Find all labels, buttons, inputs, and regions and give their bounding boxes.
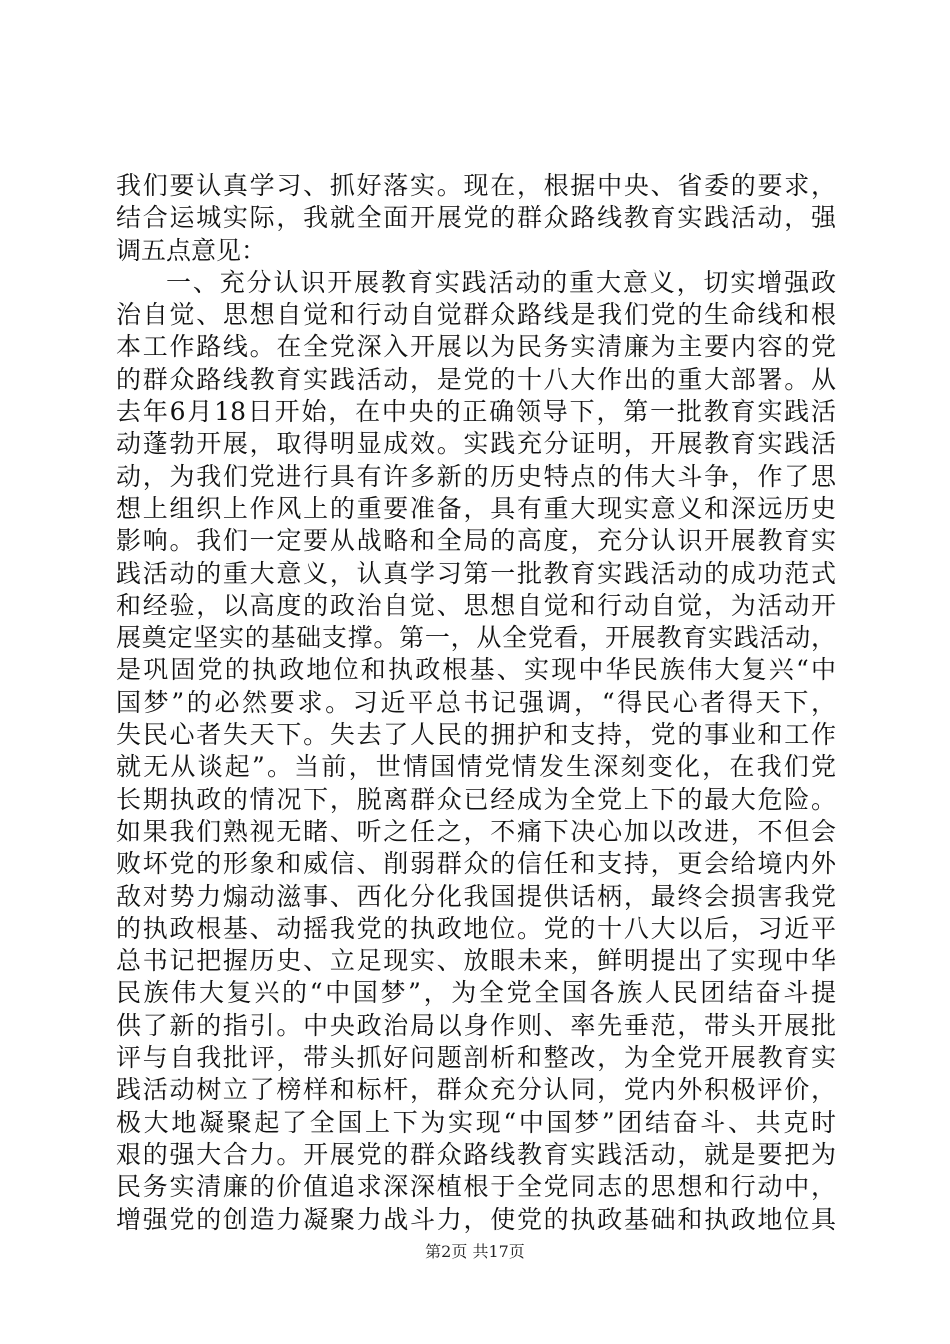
text-line: 展奠定坚实的基础支撑。第一，从全党看，开展教育实践活动， [116,623,836,653]
text-line: 民务实清廉的价值追求深深植根于全党同志的思想和行动中， [116,1172,836,1202]
text-line: 敌对势力煽动滋事、西化分化我国提供话柄，最终会损害我党 [116,881,836,911]
text-line: 供了新的指引。中央政治局以身作则、率先垂范，带头开展批 [116,1010,836,1040]
text-line: 极大地凝聚起了全国上下为实现“中国梦”团结奋斗、共克时 [116,1107,836,1137]
text-line: 长期执政的情况下，脱离群众已经成为全党上下的最大危险。 [116,784,836,814]
text-line: 民族伟大复兴的“中国梦”，为全党全国各族人民团结奋斗提 [116,978,836,1008]
document-body [116,170,836,1236]
text-line: 的群众路线教育实践活动，是党的十八大作出的重大部署。从 [116,364,836,394]
text-line: 践活动的重大意义，认真学习第一批教育实践活动的成功范式 [116,558,836,588]
text-line: 结合运城实际，我就全面开展党的群众路线教育实践活动，强 [116,203,836,233]
text-line: 想上组织上作风上的重要准备，具有重大现实意义和深远历史 [116,493,836,523]
text-line: 总书记把握历史、立足现实、放眼未来，鲜明提出了实现中华 [116,946,836,976]
text-line: 评与自我批评，带头抓好问题剖析和整改，为全党开展教育实 [116,1043,836,1073]
text-line: 的执政根基、动摇我党的执政地位。党的十八大以后，习近平 [116,913,836,943]
text-line: 如果我们熟视无睹、听之任之，不痛下决心加以改进，不但会 [116,816,836,846]
page-number-footer: 第2页 共17页 [425,1242,525,1261]
text-line: 动蓬勃开展，取得明显成效。实践充分证明，开展教育实践活 [116,429,836,459]
text-line: 调五点意见： [116,235,267,265]
text-line: 和经验，以高度的政治自觉、思想自觉和行动自觉，为活动开 [116,590,836,620]
text-line: 践活动树立了榜样和标杆，群众充分认同，党内外积极评价， [116,1075,836,1105]
text-line: 败坏党的形象和威信、削弱群众的信任和支持，更会给境内外 [116,849,836,879]
text-line: 本工作路线。在全党深入开展以为民务实清廉为主要内容的党 [116,332,836,362]
text-line: 艰的强大合力。开展党的群众路线教育实践活动，就是要把为 [116,1139,836,1169]
text-line: 治自觉、思想自觉和行动自觉群众路线是我们党的生命线和根 [116,300,836,330]
text-line: 去年6月18日开始，在中央的正确领导下，第一批教育实践活 [116,397,836,427]
section-heading-line: 一、充分认识开展教育实践活动的重大意义，切实增强政 [166,267,836,297]
text-line: 动，为我们党进行具有许多新的历史特点的伟大斗争，作了思 [116,461,836,491]
text-line: 国梦”的必然要求。习近平总书记强调，“得民心者得天下， [116,687,836,717]
text-line: 我们要认真学习、抓好落实。现在，根据中央、省委的要求， [116,171,836,200]
text-line: 就无从谈起”。当前，世情国情党情发生深刻变化，在我们党 [116,752,836,782]
text-line: 影响。我们一定要从战略和全局的高度，充分认识开展教育实 [116,526,836,556]
text-line: 增强党的创造力凝聚力战斗力，使党的执政基础和执政地位具 [116,1204,836,1234]
text-line: 是巩固党的执政地位和执政根基、实现中华民族伟大复兴“中 [116,655,836,685]
text-line: 失民心者失天下。失去了人民的拥护和支持，党的事业和工作 [116,720,836,750]
